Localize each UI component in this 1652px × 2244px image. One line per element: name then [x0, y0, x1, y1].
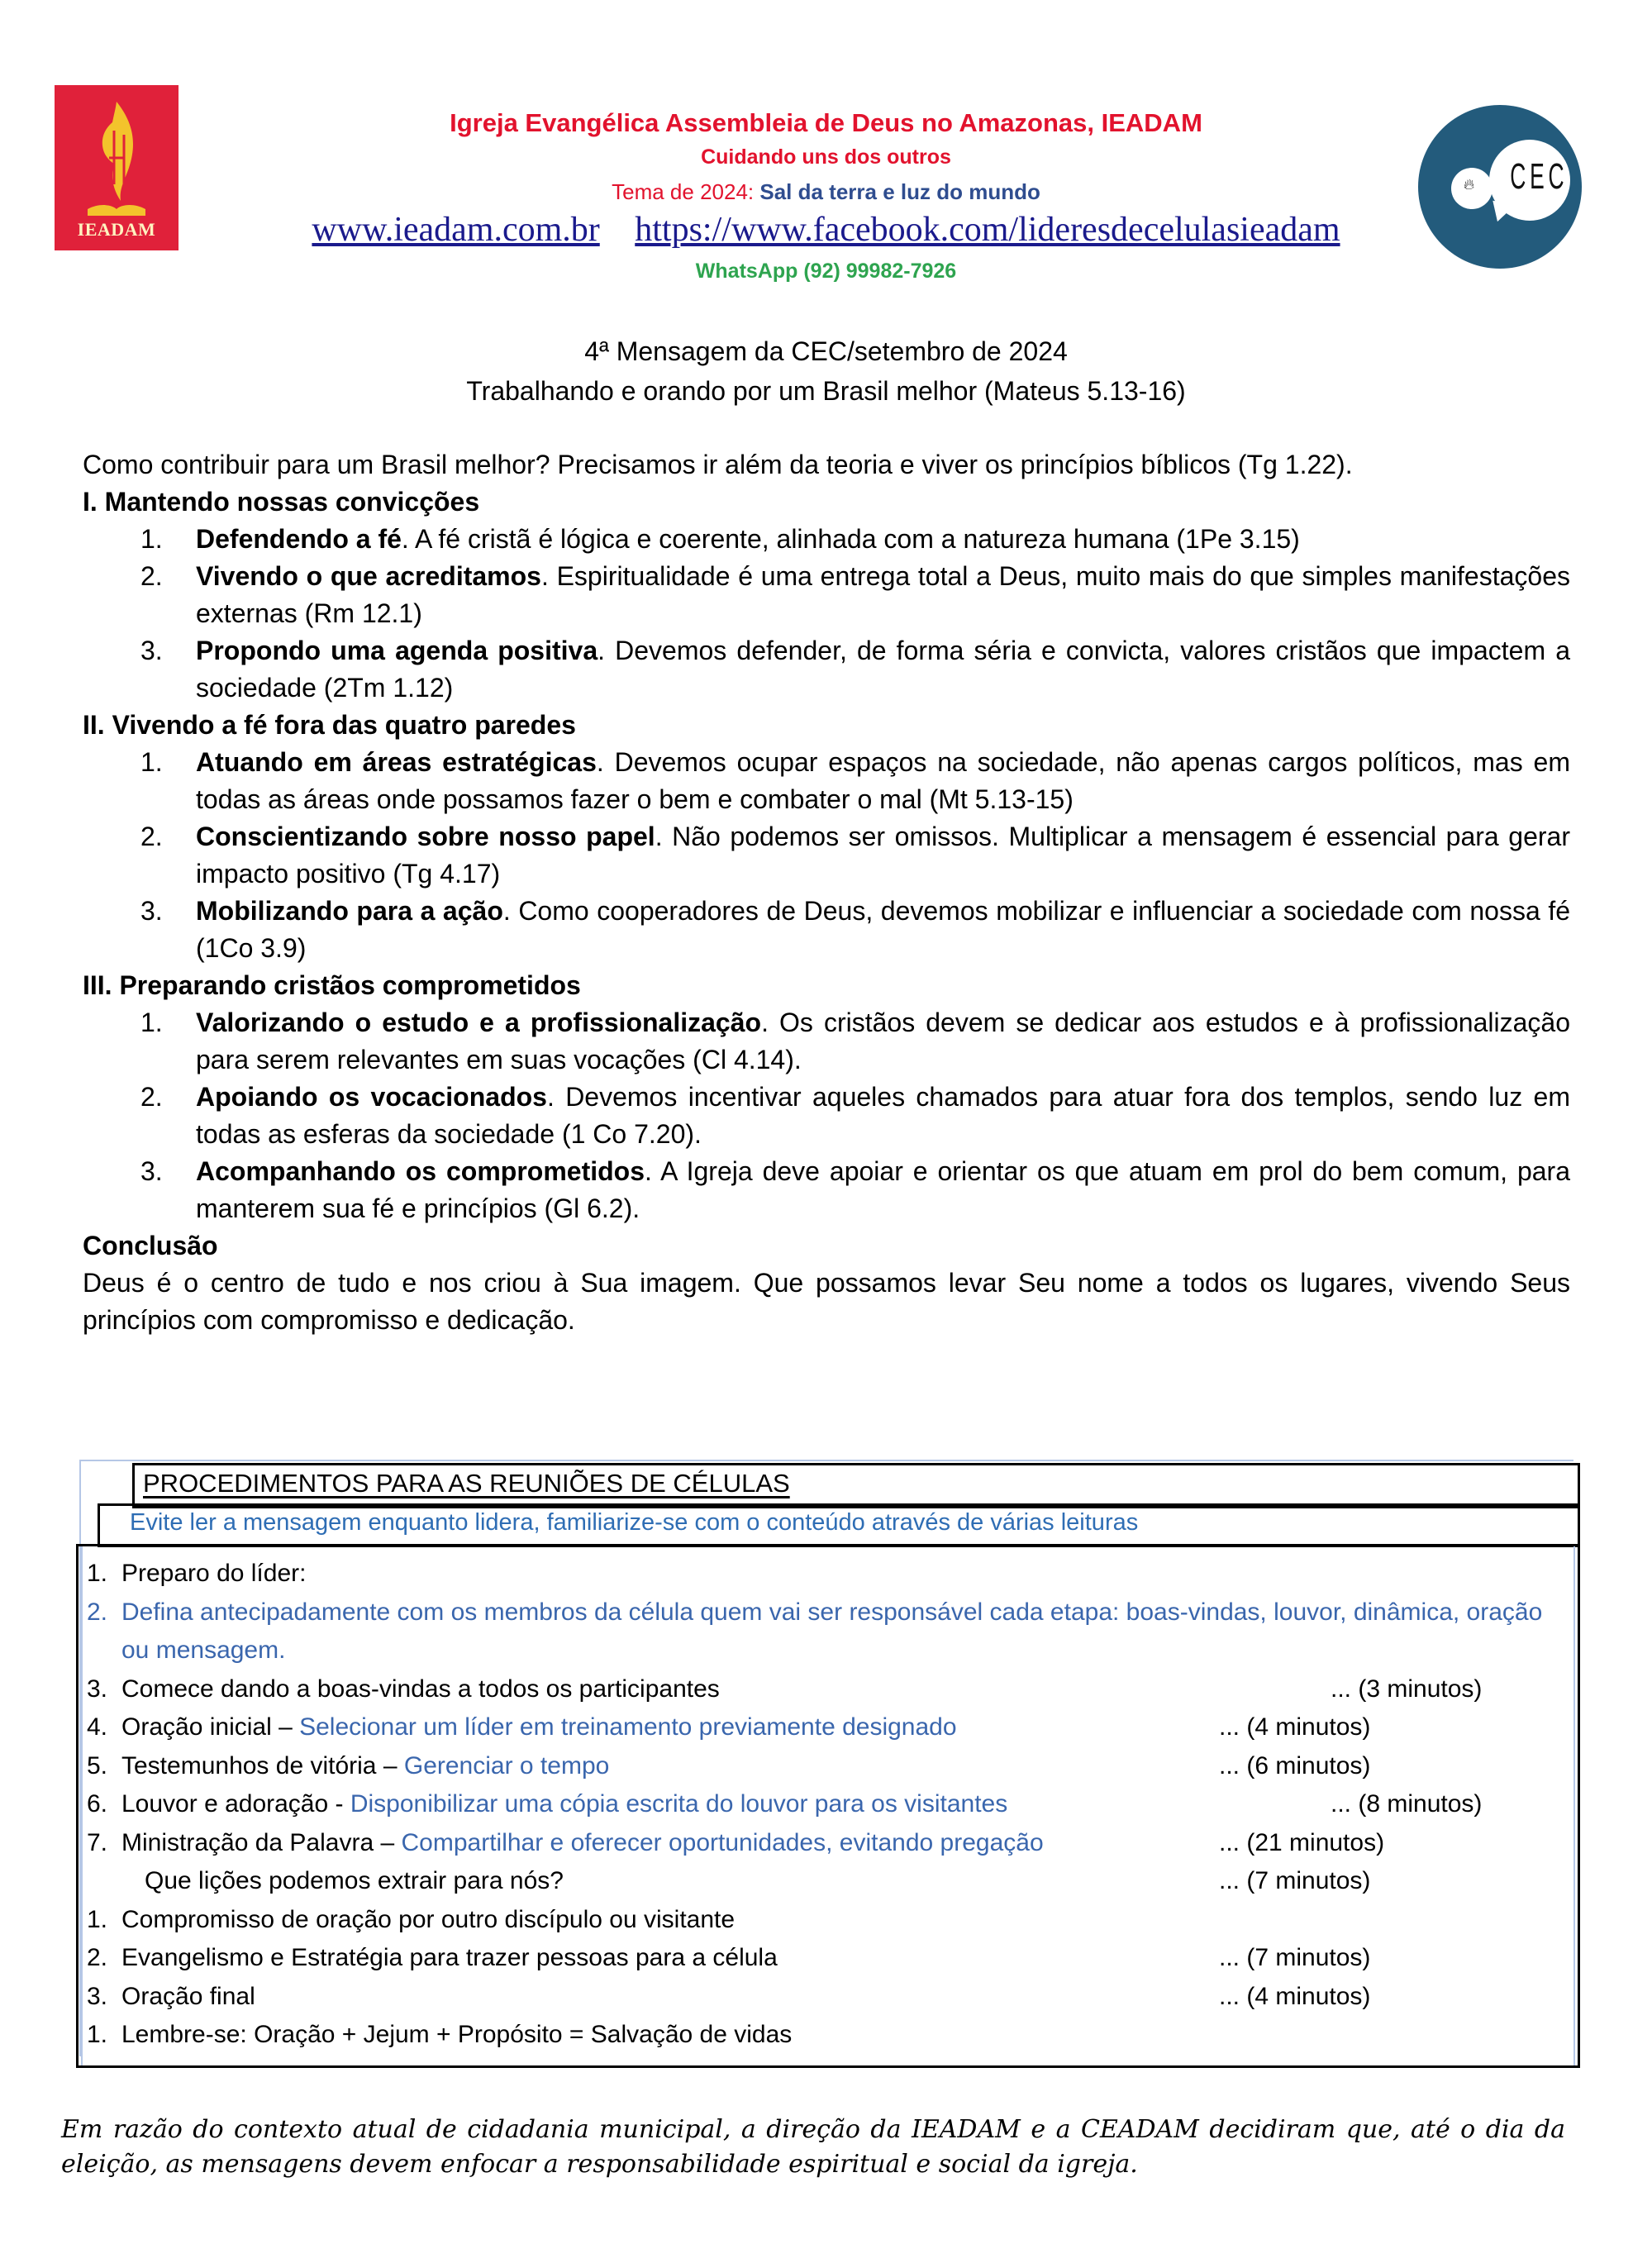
procedure-time: ... (3 minutos) — [1331, 1675, 1483, 1703]
list-item: 3. Acompanhando os comprometidos. A Igreja deve apoiar e orientar os que atuam em prol do bem comum, para manterem sua fé e princípios (Gl 6.2). — [140, 1156, 1571, 1223]
procedure-time: ... (4 minutos) — [1219, 1982, 1371, 2010]
list-item: 3. Mobilizando para a ação. Como cooperadores de Deus, devemos mobilizar e influenciar a sociedade com nossa fé (1Co 3.9) — [140, 896, 1571, 963]
procedure-time: ... (7 minutos) — [1219, 1867, 1371, 1894]
procedure-time: ... (6 minutos) — [1219, 1751, 1371, 1779]
list-item: 1. Defendendo a fé. A fé cristã é lógica e coerente, alinhada com a natureza humana (1Pe 3.15) — [140, 524, 1300, 554]
facebook-link[interactable]: https://www.facebook.com/lideresdecelulasieadam — [635, 211, 1340, 249]
procedure-item: 4. Oração inicial – Selecionar um líder em treinamento previamente designado ... (4 minutos) — [87, 1708, 1566, 1747]
message-body — [83, 446, 1570, 1339]
procedures-title-box — [132, 1463, 1580, 1508]
procedure-item: 1. Preparo do líder: — [87, 1560, 307, 1587]
procedures-note: Evite ler a mensagem enquanto lidera, familiarize-se com o conteúdo através de várias leituras — [130, 1509, 1139, 1536]
procedure-item: 2. Evangelismo e Estratégia para trazer pessoas para a célula ... (7 minutos) — [87, 1939, 1566, 1978]
procedure-item: 7. Ministração da Palavra – Compartilhar e oferecer oportunidades, evitando pregação ... (21 minutos) — [87, 1824, 1566, 1863]
procedure-item: 6. Louvor e adoração - Disponibilizar uma cópia escrita do louvor para os visitantes ... (8 minutos) — [87, 1785, 1566, 1824]
theme-line — [0, 179, 1652, 205]
procedures-list — [87, 1555, 1566, 2055]
procedure-item: 1. Compromisso de oração por outro discípulo ou visitante — [87, 1905, 736, 1933]
procedures-title: PROCEDIMENTOS PARA AS REUNIÕES DE CÉLULAS — [143, 1469, 790, 1498]
footnote: Em razão do contexto atual de cidadania municipal, a direção da IEADAM e a CEADAM decidiram que, até o dia da eleição, as mensagens devem enfocar a responsabilidade espiritual e social da igreja. — [61, 2115, 1565, 2179]
section-title: I. Mantendo nossas convicções — [83, 487, 480, 517]
section-title: II. Vivendo a fé fora das quatro paredes — [83, 710, 576, 740]
theme-value: Sal da terra e luz do mundo — [759, 179, 1040, 204]
procedure-item: 3. Comece dando a boas-vindas a todos os participantes ... (3 minutos) — [87, 1670, 1566, 1709]
conclusion-text: Deus é o centro de tudo e nos criou à Sua imagem. Que possamos levar Seu nome a todos os lugares, vivendo Seus princípios com compromisso e dedicação. — [83, 1268, 1570, 1335]
list-item: 2. Apoiando os vocacionados. Devemos incentivar aqueles chamados para atuar fora dos templos, sendo luz em todas as esferas da sociedade (1 Co 7.20). — [140, 1082, 1571, 1149]
procedure-item: 2. Defina antecipadamente com os membros da célula quem vai ser responsável cada etapa: boas-vindas, louvor, dinâmica, oração ou mensagem. — [87, 1598, 1543, 1664]
conclusion-title: Conclusão — [83, 1231, 218, 1260]
procedure-item: 5. Testemunhos de vitória – Gerenciar o tempo ... (6 minutos) — [87, 1747, 1566, 1786]
section-list — [83, 744, 1570, 967]
ieadam-logo-text: IEADAM — [77, 219, 156, 240]
procedure-time: ... (7 minutos) — [1219, 1944, 1371, 1971]
message-subheading: Trabalhando e orando por um Brasil melhor (Mateus 5.13-16) — [466, 376, 1186, 406]
section-title: III. Preparando cristãos comprometidos — [83, 970, 581, 1000]
message-heading: 4ª Mensagem da CEC/setembro de 2024 — [584, 336, 1068, 366]
whatsapp-contact: WhatsApp (92) 99982-7926 — [695, 260, 957, 283]
church-title: Igreja Evangélica Assembleia de Deus no Amazonas, IEADAM — [450, 108, 1202, 137]
procedure-time: ... (8 minutos) — [1331, 1790, 1483, 1818]
site-link[interactable]: www.ieadam.com.br — [312, 211, 600, 249]
procedures-note-box — [98, 1503, 1580, 1547]
procedure-time: ... (4 minutos) — [1219, 1713, 1371, 1741]
links-line — [0, 210, 1652, 250]
section-list — [83, 1004, 1570, 1227]
procedure-time: ... (21 minutos) — [1219, 1828, 1385, 1856]
church-subtitle: Cuidando uns dos outros — [701, 145, 951, 169]
procedure-item: 1. Lembre-se: Oração + Jejum + Propósito = Salvação de vidas — [87, 2021, 793, 2048]
list-item: 1. Atuando em áreas estratégicas. Devemos ocupar espaços na sociedade, não apenas cargos políticos, mas em todas as áreas onde possamos fazer o bem e combater o mal (Mt 5.13-15) — [140, 747, 1571, 814]
list-item: 3. Propondo uma agenda positiva. Devemos defender, de forma séria e convicta, valores cristãos que impactem a sociedade (2Tm 1.12) — [140, 636, 1571, 703]
theme-label: Tema de 2024: — [612, 179, 760, 204]
procedures-list-box — [76, 1544, 1580, 2068]
section-list — [83, 521, 1570, 707]
list-item: 1. Valorizando o estudo e a profissionalização. Os cristãos devem se dedicar aos estudos e à profissionalização para serem relevantes em suas vocações (Cl 4.14). — [140, 1008, 1571, 1074]
flame-icon: 🔥︎ — [1464, 176, 1475, 193]
intro-paragraph: Como contribuir para um Brasil melhor? Precisamos ir além da teoria e viver os princípios bíblicos (Tg 1.22). — [83, 450, 1353, 479]
procedure-item: 3. Oração final ... (4 minutos) — [87, 1978, 1566, 2017]
list-item: 2. Vivendo o que acreditamos. Espiritualidade é uma entrega total a Deus, muito mais do que simples manifestações externas (Rm 12.1) — [140, 561, 1571, 628]
list-item: 2. Conscientizando sobre nosso papel. Não podemos ser omissos. Multiplicar a mensagem é essencial para gerar impacto positivo (Tg 4.17) — [140, 822, 1571, 889]
cec-logo — [1418, 105, 1582, 269]
procedure-item: Que lições podemos extrair para nós? ... (7 minutos) — [87, 1862, 1566, 1901]
cec-logo-text: CEC — [1510, 156, 1569, 197]
